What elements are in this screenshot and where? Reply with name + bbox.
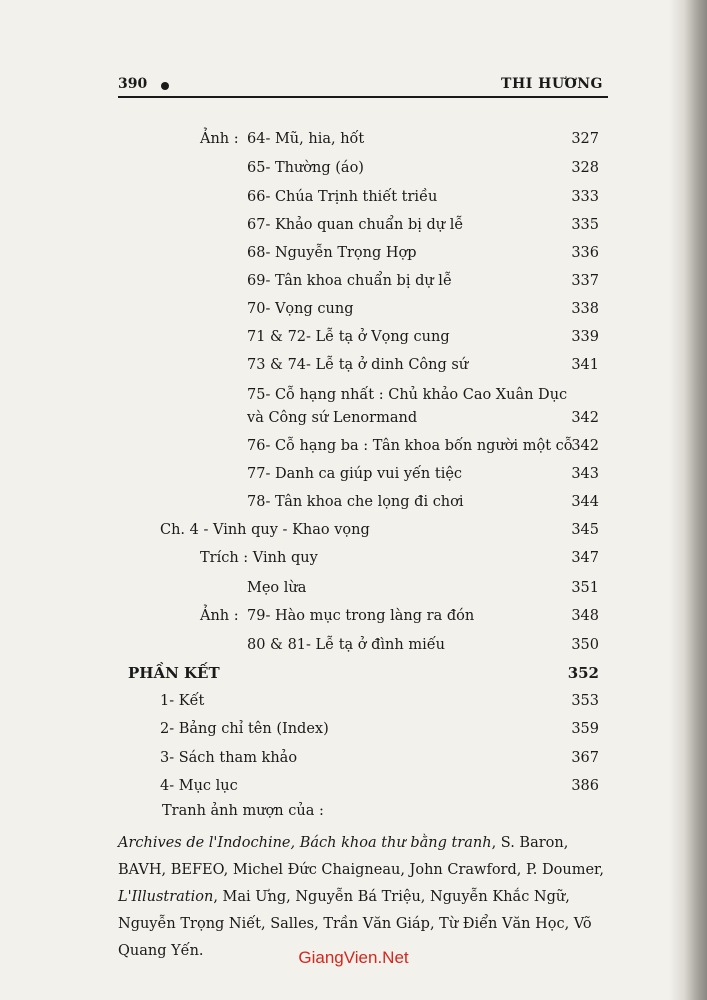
source-text-1: , S. Baron, BAVH, BEFEO, Michel Đức Chaigneau, John Crawford, P. Doumer, [118,835,604,878]
toc-label: Trích : Vinh quy [200,550,318,566]
toc-label: 78- Tân khoa che lọng đi chơi [247,494,464,510]
watermark: GiangVien.Net [298,948,409,967]
toc-entry [0,438,707,460]
toc-label: 79- Hào mục trong làng ra đón [247,608,475,624]
toc-label: 67- Khảo quan chuẩn bị dự lễ [247,217,464,233]
toc-page: 338 [571,301,599,317]
toc-page: 352 [567,664,599,682]
toc-entry [0,750,707,772]
toc-page: 343 [571,466,599,482]
toc-label: 71 & 72- Lễ tạ ở Vọng cung [247,329,450,345]
image-sources-paragraph [118,830,604,965]
toc-label: Mẹo lừa [247,580,307,596]
toc-entry [0,245,707,267]
toc-label: 77- Danh ca giúp vui yến tiệc [247,466,463,482]
toc-entry [0,357,707,379]
toc-label: Ch. 4 - Vinh quy - Khao vọng [160,522,370,538]
toc-label: 68- Nguyễn Trọng Hợp [247,245,417,261]
toc-page: 337 [571,273,599,289]
toc-entry [0,466,707,488]
toc-page: 353 [571,693,599,709]
toc-page: 342 [571,438,599,454]
toc-prefix: Ảnh : [200,131,239,147]
toc-page: 386 [571,778,599,794]
bullet-dot-icon [161,82,169,90]
toc-entry [0,693,707,715]
toc-entry [0,189,707,211]
toc-entry [0,522,707,544]
toc-page: 328 [571,160,599,176]
toc-label: 66- Chúa Trịnh thiết triều [247,189,438,205]
toc-page: 350 [571,637,599,653]
toc-page: 327 [571,131,599,147]
toc-page: 336 [571,245,599,261]
toc-label: 70- Vọng cung [247,301,354,317]
toc-label: 76- Cỗ hạng ba : Tân khoa bốn người một cỗ [247,438,573,454]
toc-label: 4- Mục lục [160,778,238,794]
toc-page: 351 [571,580,599,596]
toc-entry [0,778,707,800]
source-italic-2: L'Illustration [118,889,214,905]
toc-page: 359 [571,721,599,737]
source-italic-1: Archives de l'Indochine, Bách khoa thư bằng tranh [118,835,492,851]
toc-entry [0,387,707,409]
toc-page: 335 [571,217,599,233]
toc-label: 1- Kết [160,693,205,709]
toc-entry [0,273,707,295]
toc-label: 65- Thường (áo) [247,160,364,176]
toc-entry [0,580,707,602]
toc-entry [0,410,707,432]
toc-page: 367 [571,750,599,766]
borrowed-images-label: Tranh ảnh mượn của : [162,803,324,819]
toc-entry [0,637,707,659]
toc-label: 64- Mũ, hia, hốt [247,131,365,147]
toc-page: 333 [571,189,599,205]
toc-entry [0,131,707,153]
toc-page: 339 [571,329,599,345]
toc-entry [0,217,707,239]
header-rule [118,96,608,98]
toc-page: 347 [571,550,599,566]
toc-label: 2- Bảng chỉ tên (Index) [160,721,329,737]
toc-page: 345 [571,522,599,538]
toc-label: và Công sứ Lenormand [247,410,418,426]
toc-section-heading [0,664,707,686]
running-title: THI HƯƠNG [501,76,603,92]
toc-label: 80 & 81- Lễ tạ ở đình miếu [247,637,445,653]
toc-entry [0,301,707,323]
toc-page: 342 [571,410,599,426]
toc-entry [0,494,707,516]
toc-page: 348 [571,608,599,624]
toc-label: 69- Tân khoa chuẩn bị dự lễ [247,273,452,289]
toc-label: 3- Sách tham khảo [160,750,298,766]
page-header [118,76,603,98]
toc-prefix: Ảnh : [200,608,239,624]
toc-label: 75- Cỗ hạng nhất : Chủ khảo Cao Xuân Dục [247,387,568,403]
toc-entry [0,550,707,572]
toc-entry [0,721,707,743]
toc-entry [0,329,707,351]
toc-label: 73 & 74- Lễ tạ ở dinh Công sứ [247,357,469,373]
source-text-2: , Mai Ưng, Nguyễn Bá Triệu, Nguyễn Khắc Ngữ, Nguyễn Trọng Niết, Salles, Trần Văn Giáp, Từ Điển Văn Học, Võ Quang Yến. [118,889,592,959]
toc-page: 344 [571,494,599,510]
toc-entry [0,160,707,182]
toc-page: 341 [571,357,599,373]
toc-label: PHẦN KẾT [128,664,220,682]
toc-entry [0,608,707,630]
page-number: 390 [118,76,148,92]
